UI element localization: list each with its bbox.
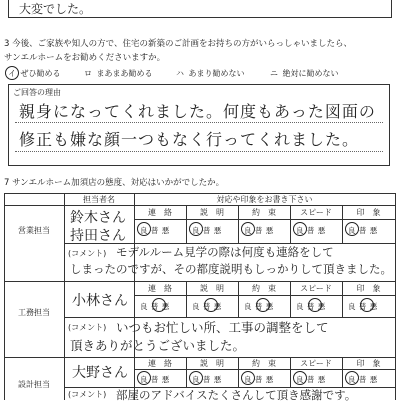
rating-circle-good [241, 222, 255, 236]
criterion-speed: スピード [300, 208, 332, 217]
rating-scale: 良 普 悪 [244, 226, 274, 235]
previous-answer-text: 大変でした。 [19, 2, 92, 16]
rating-circle-neutral [360, 298, 374, 312]
criterion-explanation: 説 明 [200, 208, 224, 217]
previous-answer-box [8, 0, 392, 18]
construction-person-line1: 小林さん [72, 293, 128, 309]
rating-scale: 良 普 悪 [296, 226, 326, 235]
rating-scale: 良 普 悪 [140, 375, 170, 384]
criterion-speed: スピード [300, 284, 332, 293]
rating-scale: 良 普 悪 [348, 375, 378, 384]
option-ni [270, 68, 339, 79]
rating-scale: 良 普 悪 [192, 375, 222, 384]
rating-circle-good [137, 371, 151, 385]
option-ro [84, 68, 153, 79]
criterion-contact: 連 絡 [148, 284, 172, 293]
option-ro-mark: ロ [84, 69, 92, 78]
rating-circle-neutral [152, 298, 166, 312]
design-person-line1: 大野さん [72, 365, 128, 381]
option-i-mark: イ [8, 69, 16, 78]
option-ha-mark: ハ [176, 69, 184, 78]
col-header-impression: 対応や印象をお書き下さい [216, 195, 313, 204]
q3-reason-label: ご回答の理由 [13, 88, 61, 97]
comment-label: (コメント) [68, 323, 107, 332]
criterion-promise: 約 束 [252, 284, 276, 293]
q7-question: 7 サンエルホーム加須店の態度、対応はいかがでしたか。 [4, 178, 225, 188]
sales-comment-line2: しまったのですが、その都度説明もしっかりして頂きました。 [70, 262, 392, 276]
q3-reason-line2: 修正も嫌な顔一つもなく行ってくれました。 [19, 130, 360, 149]
role-sales: 営業担当 [18, 226, 50, 235]
rating-circle-good [189, 222, 203, 236]
rating-circle-good [241, 371, 255, 385]
rating-scale: 良 普 悪 [244, 375, 274, 384]
sales-comment-line1: モデルルーム見学の際は何度も連絡をして [116, 245, 334, 259]
rating-circle-good [345, 371, 359, 385]
criterion-speed: スピード [300, 359, 332, 368]
option-ni-label: 絶対に勧めない [282, 69, 339, 78]
option-ro-label: まあまあ勧める [96, 69, 153, 78]
staff-evaluation-table [4, 193, 396, 400]
rating-circle-neutral [204, 298, 218, 312]
rating-circle-good [345, 222, 359, 236]
criterion-contact: 連 絡 [148, 208, 172, 217]
rating-scale: 良 普 悪 [296, 302, 326, 311]
q3-question-line2: サンエルホームをお勧めくださいますか。 [4, 53, 166, 63]
design-criteria-grid [134, 357, 395, 387]
sales-person-line1: 鈴木さん [70, 210, 126, 226]
q3-reason-box [8, 84, 390, 166]
selected-option-circle [5, 66, 19, 80]
reason-guide-line [15, 122, 383, 123]
criterion-promise: 約 束 [252, 359, 276, 368]
table-border [4, 205, 64, 206]
criterion-promise: 約 束 [252, 208, 276, 217]
rating-circle-neutral [308, 298, 322, 312]
criterion-impression: 印 象 [356, 208, 381, 217]
criterion-contact: 連 絡 [148, 359, 172, 368]
rating-scale: 良 普 悪 [244, 302, 274, 311]
reason-guide-line [15, 151, 383, 152]
table-border [395, 193, 396, 400]
sales-person-line2: 持田さん [70, 228, 126, 244]
role-construction: 工務担当 [18, 308, 50, 317]
q3-options [6, 68, 398, 80]
option-ni-mark: ニ [270, 69, 278, 78]
rating-scale: 良 普 悪 [348, 302, 378, 311]
rating-scale: 良 普 悪 [192, 226, 222, 235]
rating-circle-good [137, 222, 151, 236]
construction-comment-line1: いつもお忙しい所、工事の調整をして [116, 320, 329, 335]
sales-criteria-grid [134, 205, 395, 243]
col-header-person: 担当者名 [83, 195, 115, 204]
rating-circle-good [189, 371, 203, 385]
construction-criteria-grid [134, 281, 395, 317]
q3-question-line1: 3 今後、ご家族や知人の方で、住宅の新築のご計画をお持ちの方がいらっしゃいましたら、 [4, 39, 352, 49]
role-design: 設計担当 [18, 380, 50, 389]
rating-circle-good [293, 222, 307, 236]
option-i-label: ぜひ勧める [20, 69, 61, 78]
design-comment-line1: 部屋のアドバイスたくさんして頂き感謝です。 [116, 388, 357, 402]
rating-scale: 良 普 悪 [348, 226, 378, 235]
criterion-explanation: 説 明 [200, 284, 224, 293]
rating-circle-good [293, 371, 307, 385]
comment-label: (コメント) [68, 390, 107, 399]
table-border [64, 193, 65, 400]
criterion-impression: 印 象 [356, 359, 381, 368]
rating-scale: 良 普 悪 [192, 302, 222, 311]
q3-reason-line1: 親身になってくれました。何度もあった図面の [19, 102, 376, 121]
rating-scale: 良 普 悪 [296, 375, 326, 384]
rating-circle-neutral [256, 298, 270, 312]
option-ha [176, 68, 245, 79]
option-ha-label: あまり勧めない [188, 69, 245, 78]
comment-label: (コメント) [68, 249, 107, 258]
rating-scale: 良 普 悪 [140, 302, 170, 311]
criterion-explanation: 説 明 [200, 359, 224, 368]
construction-comment-line2: 頂きありがとうございました。 [70, 338, 246, 353]
rating-scale: 良 普 悪 [140, 226, 170, 235]
criterion-impression: 印 象 [356, 284, 381, 293]
